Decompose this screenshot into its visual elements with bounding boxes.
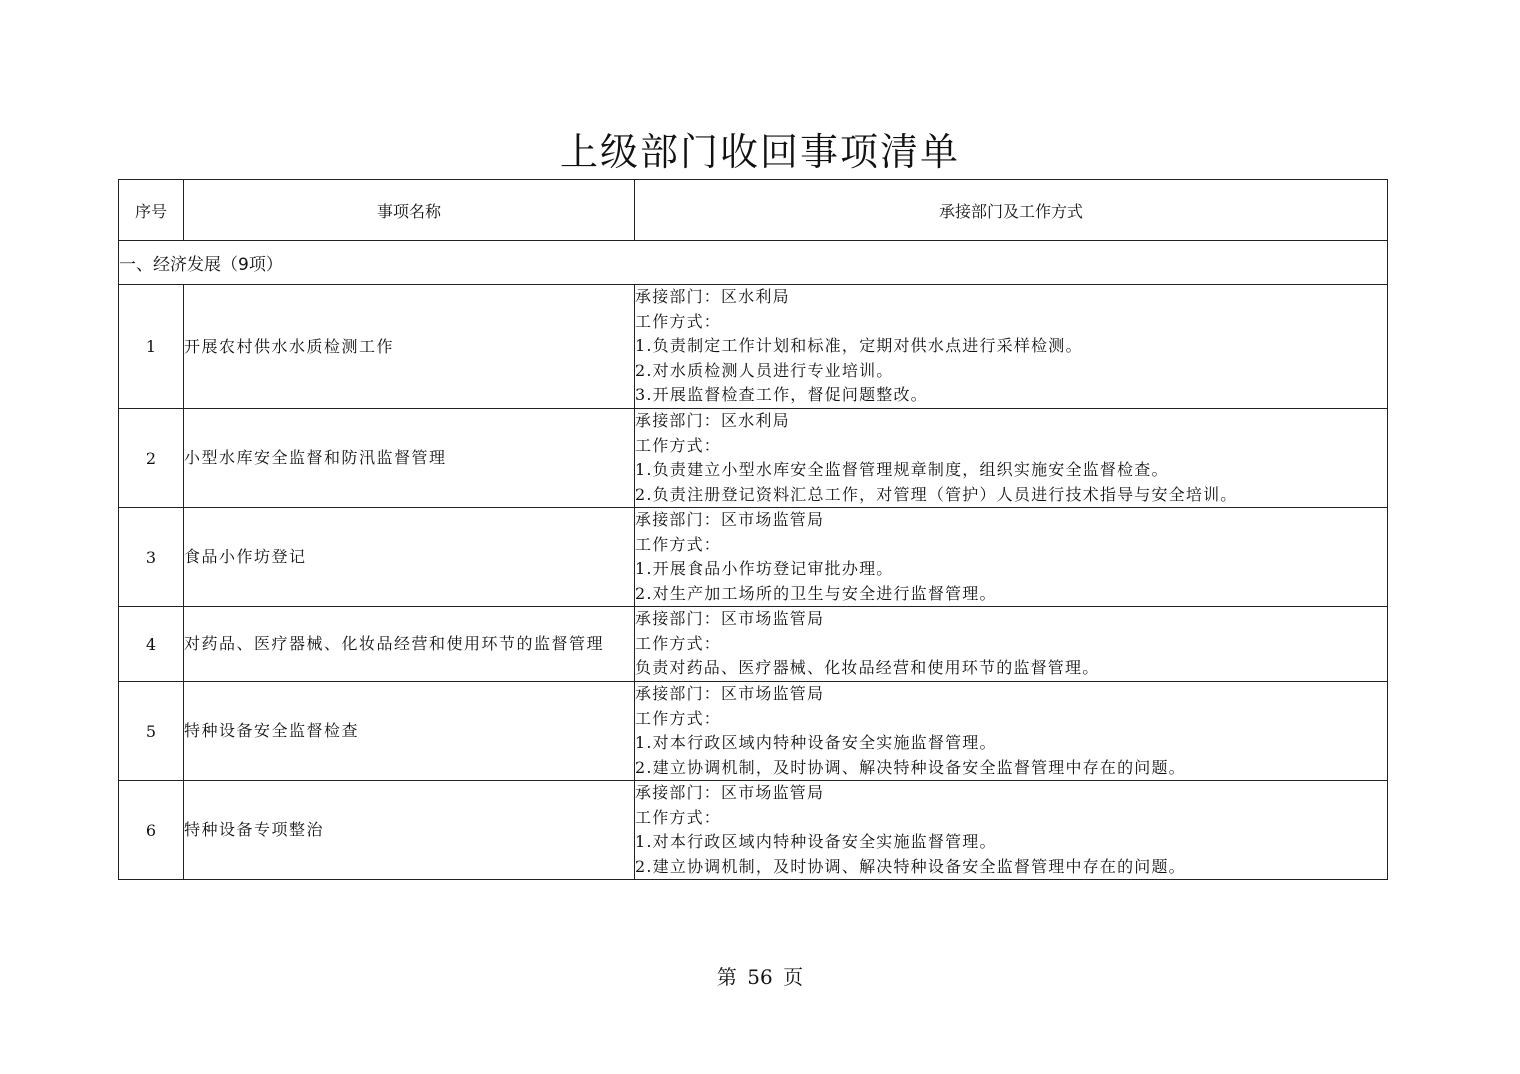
table-row <box>119 607 1388 682</box>
dept-line: 工作方式： <box>635 435 722 455</box>
table-header-row <box>119 180 1388 241</box>
row-no: 1 <box>119 285 184 409</box>
page-number: 第 56 页 <box>716 965 804 989</box>
row-no: 4 <box>119 607 184 682</box>
dept-line: 负责对药品、医疗器械、化妆品经营和使用环节的监督管理。 <box>635 658 1100 678</box>
dept-line: 承接部门：区市场监管局 <box>635 510 825 529</box>
dept-line: 承接部门：区水利局 <box>635 411 790 430</box>
row-dept <box>635 781 1388 880</box>
dept-line: 2.对生产加工场所的卫生与安全进行监督管理。 <box>635 583 997 603</box>
dept-line: 2.建立协调机制，及时协调、解决特种设备安全监督管理中存在的问题。 <box>635 856 1186 876</box>
table-row <box>119 508 1388 607</box>
table-row <box>119 285 1388 409</box>
header-dept: 承接部门及工作方式 <box>635 180 1388 241</box>
table-row <box>119 781 1388 880</box>
section-row <box>119 241 1388 285</box>
row-name: 开展农村供水水质检测工作 <box>184 285 635 409</box>
dept-line: 工作方式： <box>635 311 722 331</box>
table-row <box>119 682 1388 781</box>
row-no: 3 <box>119 508 184 607</box>
dept-line: 承接部门：区市场监管局 <box>635 609 825 629</box>
items-table <box>118 179 1388 880</box>
dept-line: 承接部门：区市场监管局 <box>635 783 825 802</box>
header-no: 序号 <box>119 180 184 241</box>
row-dept <box>635 285 1388 409</box>
dept-line: 2.负责注册登记资料汇总工作，对管理（管护）人员进行技术指导与安全培训。 <box>635 484 1238 504</box>
row-name: 特种设备专项整治 <box>184 781 635 880</box>
dept-line: 工作方式： <box>635 708 722 728</box>
header-name: 事项名称 <box>184 180 635 241</box>
row-name: 特种设备安全监督检查 <box>184 682 635 781</box>
table-row <box>119 409 1388 508</box>
dept-line: 工作方式： <box>635 534 722 554</box>
row-no: 5 <box>119 682 184 781</box>
row-name: 小型水库安全监督和防汛监督管理 <box>184 409 635 508</box>
dept-line: 工作方式： <box>635 807 722 827</box>
row-no: 2 <box>119 409 184 508</box>
page-title: 上级部门收回事项清单 <box>559 130 960 174</box>
row-name: 食品小作坊登记 <box>184 508 635 607</box>
dept-line: 承接部门：区市场监管局 <box>635 684 825 703</box>
row-dept <box>635 682 1388 781</box>
row-dept <box>635 409 1388 508</box>
section-title: 一、经济发展（9项） <box>119 241 1388 285</box>
row-no: 6 <box>119 781 184 880</box>
dept-line: 1.对本行政区域内特种设备安全实施监督管理。 <box>635 832 997 851</box>
row-name: 对药品、医疗器械、化妆品经营和使用环节的监督管理 <box>184 607 635 682</box>
dept-line: 1.负责建立小型水库安全监督管理规章制度，组织实施安全监督检查。 <box>635 460 1169 479</box>
dept-line: 1.开展食品小作坊登记审批办理。 <box>635 559 894 578</box>
dept-line: 2.建立协调机制，及时协调、解决特种设备安全监督管理中存在的问题。 <box>635 757 1186 777</box>
dept-line: 1.对本行政区域内特种设备安全实施监督管理。 <box>635 733 997 752</box>
dept-line: 承接部门：区水利局 <box>635 287 790 307</box>
row-dept <box>635 607 1388 682</box>
dept-line: 2.对水质检测人员进行专业培训。 <box>635 360 894 380</box>
dept-line: 3.开展监督检查工作，督促问题整改。 <box>635 385 928 405</box>
dept-line: 1.负责制定工作计划和标准，定期对供水点进行采样检测。 <box>635 336 1083 356</box>
dept-line: 工作方式： <box>635 633 722 653</box>
row-dept <box>635 508 1388 607</box>
